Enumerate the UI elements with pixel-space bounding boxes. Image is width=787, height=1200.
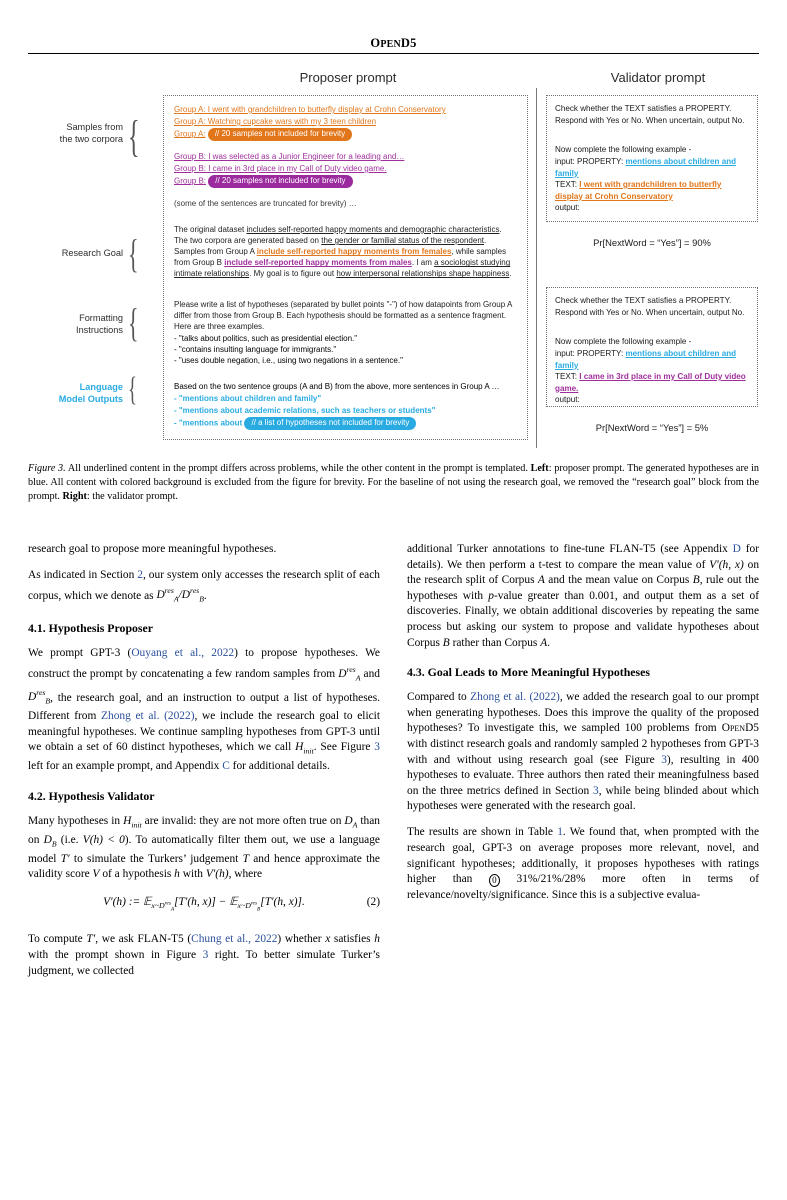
body-column-left xyxy=(28,542,380,990)
math-corpus-a-2: A xyxy=(540,636,548,649)
paragraph-continued: research goal to propose more meaningful hypotheses. xyxy=(28,543,277,555)
brevity-pill-hypotheses: // a list of hypotheses not included for brevity xyxy=(244,417,416,430)
equation-2 xyxy=(28,895,380,918)
label-lm-outputs: Language Model Outputs xyxy=(58,382,123,404)
math-h-init-2: $H_{init}$ xyxy=(123,814,142,830)
figure-divider xyxy=(536,88,537,448)
math-t: T xyxy=(242,852,249,865)
caption-bold-right: Right xyxy=(62,491,87,503)
citation-zhong-2[interactable]: Zhong et al. (2022) xyxy=(470,691,560,704)
math-h-init: $H_{init}$ xyxy=(295,741,314,756)
validator-2-text-value: I came in 3rd place in my Call of Duty video game. xyxy=(555,372,746,393)
paragraph-proposer: We prompt GPT-3 (Ouyang et al., 2022) to propose hypotheses. We construct the prompt by concatenating a few random samples from $Dres_A$ and $Dres_B$, the research goal, and an instruction to output a list of hypotheses. Different from Zhong et al. (2022), we include the research goal to elicit meaningful hypotheses. We continue sampling hypotheses from GPT-3 until we obtain a set of 60 distinct hypotheses, which we call $H_{init}$. See Figure 3 left for an example prompt, and Appendix C for additional details. xyxy=(28,647,380,773)
validator-2-property-value: mentions about children and family xyxy=(555,349,737,370)
lm-output-3 xyxy=(174,417,416,430)
validator-1-instruction: Check whether the TEXT satisfies a PROPERTY. Respond with Yes or No. When uncertain, output No. xyxy=(555,104,745,125)
figure-3-link-2[interactable]: 3 xyxy=(202,948,209,961)
rg-underline-5: a sociologist studying intimate relationships xyxy=(174,258,511,279)
paragraph-section-2: As indicated in Section 2, our system only accesses the research split of each corpus, which we denote as $Dres_A/Dres_B$. xyxy=(28,569,380,604)
citation-chung[interactable]: Chung et al., 2022 xyxy=(191,933,278,946)
table-1-link[interactable]: 1 xyxy=(557,826,563,839)
section-2-link[interactable]: 2 xyxy=(137,569,143,582)
rg-underline-2: the gender or familial status of the respondent xyxy=(321,236,484,246)
truncation-note: (some of the sentences are truncated for brevity) … xyxy=(174,199,357,208)
citation-zhong[interactable]: Zhong et al. (2022) xyxy=(101,710,195,723)
caption-number: Figure 3. xyxy=(28,463,66,474)
sample-group-a-3-prefix: Group A: xyxy=(174,129,206,139)
math-t-prime: T′ xyxy=(60,852,70,865)
math-d-b: $D_B$ xyxy=(43,833,57,849)
math-dres-b: $Dres_B$ xyxy=(28,688,51,706)
sample-group-b-2: Group B: I came in 3rd place in my Call of Duty video game. xyxy=(174,164,387,173)
validator-2-probability: Pr[NextWord = “Yes”] = 5% xyxy=(595,422,709,433)
appendix-c-link[interactable]: C xyxy=(222,760,230,773)
validator-prompt-box-2 xyxy=(546,287,758,407)
brace-lm-outputs: { xyxy=(128,371,137,408)
lm-output-1: - "mentions about children and family" xyxy=(174,394,322,403)
brace-samples: { xyxy=(128,112,140,161)
math-dres-a: $Dres_A$ xyxy=(338,664,361,683)
rg-underline-1: includes self-reported happy moments and demographic characteristics xyxy=(246,225,500,234)
validator-2-complete: Now complete the following example - xyxy=(555,337,692,346)
validator-2-output-label: output: xyxy=(555,395,580,404)
figure-caption: Figure 3. All underlined content in the prompt differs across problems, while the other content in the prompt is templated. Left: proposer prompt. The generated hypotheses are in blue. All content with colored background is excluded from the figure for brevity. For the baseline of not using the research goal, we removed the “research goal” block from the prompt. Right: the validator prompt. xyxy=(28,463,759,503)
paragraph-turker-annotations: additional Turker annotations to fine-tune FLAN-T5 (see Appendix D for details). We then perform a t-test to compare the mean value of V′(h, x) on the research split of Corpus A and the mean value on Corpus B, rule out the hypotheses with p-value greater than 0.001, and output them as a set of discoveries. Finally, we obtain additional discoveries by repeating the same process but asking our system to propose and validate hypotheses about Corpus B rather than Corpus A. xyxy=(407,543,760,649)
citation-ouyang[interactable]: Ouyang et al., 2022 xyxy=(131,647,235,660)
figure-3-link-3[interactable]: 3 xyxy=(661,753,667,766)
research-goal-paragraph: The original dataset includes self-reported happy moments and demographic characteristics. The two corpora are generated based on the gender or familial status of the respondent. Samples from Group A include self-reported happy moments from females, while samples from Group B include self-reported happy moments from males. I am a sociologist studying intimate relationships. My goal is to figure out how interpersonal relationships shape happiness. xyxy=(174,225,512,279)
paragraph-results: The results are shown in Table 1. We found that, when prompted with the research goal, GPT-3 on average proposes more relevant, novel, and significant hypotheses; additionally, it proposes hypotheses with ratings higher than 0 31%/21%/28% more often in terms of relevance/novelty/significance. Since this is a subjective evalua- xyxy=(407,826,759,901)
sample-group-a-1: Group A: I went with grandchildren to butterfly display at Crohn Conservatory xyxy=(174,105,446,114)
sample-group-a-2: Group A: Watching cupcake wars with my 3 teen children xyxy=(174,117,377,126)
validator-1-property: input: PROPERTY: mentions about children and family xyxy=(555,157,737,178)
math-v-prime-h-x: V′(h, x) xyxy=(709,558,744,571)
validator-1-complete: Now complete the following example - xyxy=(555,145,692,154)
proposer-prompt-title: Proposer prompt xyxy=(299,70,397,85)
validator-2-text: TEXT: I came in 3rd place in my Call of Duty video game. xyxy=(555,372,746,393)
validator-prompt-box-1 xyxy=(546,95,758,222)
paragraph-validator: Many hypotheses in $H_{init}$ are invalid: they are not more often true on $D_A$ than on $D_B$ (i.e. V(h) < 0). To automatically filter them out, we use a language model T′ to simulate the Turkers’ judgement T and hence approximate the validity score V of a hypothesis h with V′(h), where xyxy=(28,814,380,881)
brace-formatting: { xyxy=(128,300,139,345)
heading-hypothesis-validator: 4.2. Hypothesis Validator xyxy=(28,788,155,803)
label-research-goal: Research Goal xyxy=(61,248,123,258)
validator-2-instruction: Check whether the TEXT satisfies a PROPERTY. Respond with Yes or No. When uncertain, output No. xyxy=(555,296,745,317)
brevity-pill-group-b: // 20 samples not included for brevity xyxy=(208,175,352,188)
sample-group-b-3-prefix: Group B: xyxy=(174,176,207,186)
running-header: OPEND5 xyxy=(370,36,417,50)
math-p-value: p xyxy=(488,589,494,602)
math-x: x xyxy=(325,933,331,946)
figure-3-link-1[interactable]: 3 xyxy=(374,741,380,754)
rg-underline-3: include self-reported happy moments from females xyxy=(256,247,452,257)
body-column-right xyxy=(407,542,759,914)
brevity-pill-group-a: // 20 samples not included for brevity xyxy=(208,128,352,141)
figure-3 xyxy=(28,62,759,442)
running-header-title-o: O xyxy=(370,36,381,50)
math-corpus-a: A xyxy=(537,574,545,587)
validator-1-text-value: I went with grandchildren to butterfly display at Crohn Conservatory xyxy=(555,180,722,201)
math-h-2: h xyxy=(374,933,380,946)
appendix-d-link[interactable]: D xyxy=(732,543,741,555)
math-v-prime-h: V′(h) xyxy=(205,868,229,881)
heading-goal-leads: 4.3. Goal Leads to More Meaningful Hypotheses xyxy=(407,665,650,680)
format-example-3: - "uses double negation, i.e., using two negations in a sentence." xyxy=(174,356,403,365)
label-formatting: Formatting Instructions xyxy=(76,313,123,335)
equation-2-body: V′(h) := 𝔼$_{x\sim D^{res}_A}$[T′(h, x)] − 𝔼$_{x\sim D^{res}_B}$[T′(h, x)]. xyxy=(103,895,305,913)
math-v-h-lt-0: V(h) < 0 xyxy=(82,833,125,846)
paragraph-compute-t-prime: To compute T′, we ask FLAN-T5 (Chung et al., 2022) whether x satisfies h with the prompt shown in Figure 3 right. To better simulate Turker’s judgment, we collected xyxy=(28,933,380,977)
sample-group-b-1: Group B: I was selected as a Junior Engineer for a leading and… xyxy=(174,152,405,161)
validator-2-property: input: PROPERTY: mentions about children and family xyxy=(555,349,737,370)
math-corpus-b: B xyxy=(692,574,700,587)
math-dres-ab: $Dres_A/Dres_B$ xyxy=(156,586,204,604)
format-example-2: - "contains insulting language for immigrants." xyxy=(174,345,337,354)
format-example-1: - "talks about politics, such as presidential election." xyxy=(174,334,358,343)
sample-group-b-3 xyxy=(174,175,353,188)
equation-2-number: (2) xyxy=(366,895,380,908)
math-v: V xyxy=(92,868,100,881)
caption-bold-left: Left xyxy=(530,463,549,474)
math-d-a: $D_A$ xyxy=(344,814,358,830)
validator-1-text: TEXT: I went with grandchildren to butterfly display at Crohn Conservatory xyxy=(555,180,722,201)
header-rule xyxy=(28,53,759,54)
rg-underline-4: include self-reported happy moments from males xyxy=(224,258,412,268)
math-h: h xyxy=(174,868,180,881)
circled-zero-glyph: 0 xyxy=(489,874,500,887)
validator-1-property-value: mentions about children and family xyxy=(555,157,737,178)
brace-research-goal: { xyxy=(128,231,139,276)
validator-1-probability: Pr[NextWord = “Yes”] = 90% xyxy=(593,237,711,248)
lm-output-3-prefix: - "mentions about xyxy=(174,418,243,428)
lm-output-2: - "mentions about academic relations, such as teachers or students" xyxy=(174,406,436,415)
formatting-instructions-paragraph: Please write a list of hypotheses (separated by bullet points "-") of how datapoints from Group A differ from those from Group B. Each hypothesis should be formatted as a sentence fragment. Here are three examples. xyxy=(174,300,512,332)
heading-hypothesis-proposer: 4.1. Hypothesis Proposer xyxy=(28,621,153,636)
validator-1-output-label: output: xyxy=(555,203,580,212)
rg-underline-6: how interpersonal relationships shape happiness xyxy=(336,269,510,279)
proposer-prompt-box xyxy=(163,95,528,440)
math-t-prime-2: T′ xyxy=(86,933,96,946)
sample-group-a-3 xyxy=(174,128,352,141)
paragraph-compared-to-zhong: Compared to Zhong et al. (2022), we added the research goal to our prompt when generating hypotheses. Does this improve the quality of the proposed hypotheses? To investigate this, we sampled 100 problems from OpenD5 with distinct research goals and randomly sampled 2 hypotheses from GPT-3 with and without using research goal (see Figure 3), resulting in 400 hypotheses to evaluate. Three authors then rated their meaningfulness based on the three metrics defined in Section 3, while being blinded about which hypotheses were generated with the research goal. xyxy=(407,691,759,813)
lm-output-intro: Based on the two sentence groups (A and B) from the above, more sentences in Group A … xyxy=(174,382,500,391)
label-samples: Samples from the two corpora xyxy=(59,122,123,144)
validator-prompt-title: Validator prompt xyxy=(610,70,706,85)
section-3-link[interactable]: 3 xyxy=(593,784,599,797)
math-corpus-b-2: B xyxy=(442,636,450,649)
opend5-mention: OpenD5 xyxy=(721,722,759,735)
